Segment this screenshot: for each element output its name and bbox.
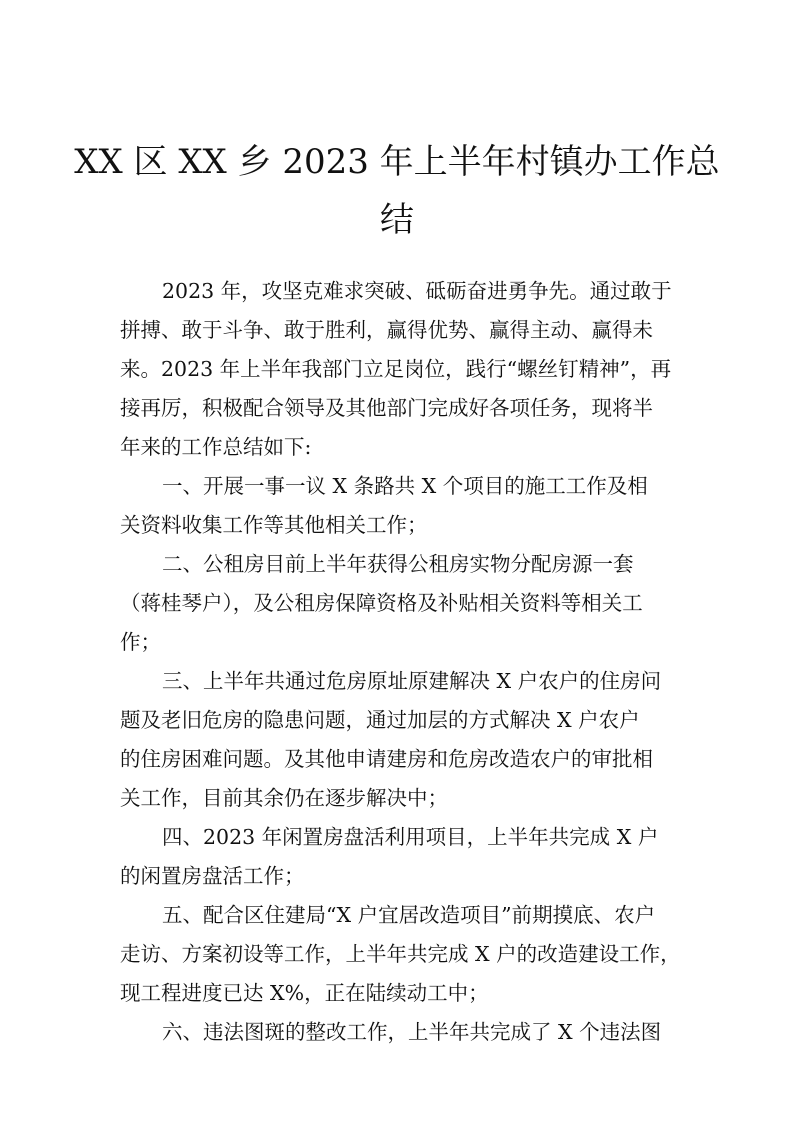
paragraph-line: （蒋桂琴户），及公租房保障资格及补贴相关资料等相关工 [120,591,643,615]
document-title-line-2: 结 [380,200,414,240]
paragraph-line: 关资料收集工作等其他相关工作； [120,513,428,537]
paragraph-line: 六、违法图斑的整改工作，上半年共完成了 X 个违法图 [162,1020,662,1044]
paragraph-line: 题及老旧危房的隐患问题，通过加层的方式解决 X 户农户 [120,708,640,732]
paragraph-line: 的闲置房盘活工作； [120,864,305,888]
paragraph-line: 走访、方案初设等工作，上半年共完成 X 户的改造建设工作， [120,942,681,966]
paragraph-line: 2023 年，攻坚克难求突破、砥砺奋进勇争先。通过敢于 [162,279,672,303]
paragraph-line: 接再厉，积极配合领导及其他部门完成好各项任务，现将半 [120,396,653,420]
paragraph-line: 年来的工作总结如下: [120,435,312,459]
document-title-line-1: XX 区 XX 乡 2023 年上半年村镇办工作总 [74,142,720,182]
paragraph-line: 现工程进度已达 X%，正在陆续动工中； [120,981,489,1005]
paragraph-line: 三、上半年共通过危房原址原建解决 X 户农户的住房问 [162,669,662,693]
paragraph-line: 五、配合区住建局“X 户宜居改造项目”前期摸底、农户 [162,903,656,927]
paragraph-line: 关工作，目前其余仍在逐步解决中； [120,786,448,810]
paragraph-line: 作； [120,630,161,654]
paragraph-line: 四、2023 年闲置房盘活利用项目，上半年共完成 X 户 [162,825,659,849]
paragraph-line: 来。2023 年上半年我部门立足岗位，践行“螺丝钉精神”，再 [120,357,672,381]
paragraph-line: 二、公租房目前上半年获得公租房实物分配房源一套 [162,552,634,576]
paragraph-line: 一、开展一事一议 X 条路共 X 个项目的施工工作及相 [162,474,648,498]
paragraph-line: 的住房困难问题。及其他申请建房和危房改造农户的审批相 [120,747,653,771]
paragraph-line: 拼搏、敢于斗争、敢于胜利，赢得优势、赢得主动、赢得未 [120,318,653,342]
